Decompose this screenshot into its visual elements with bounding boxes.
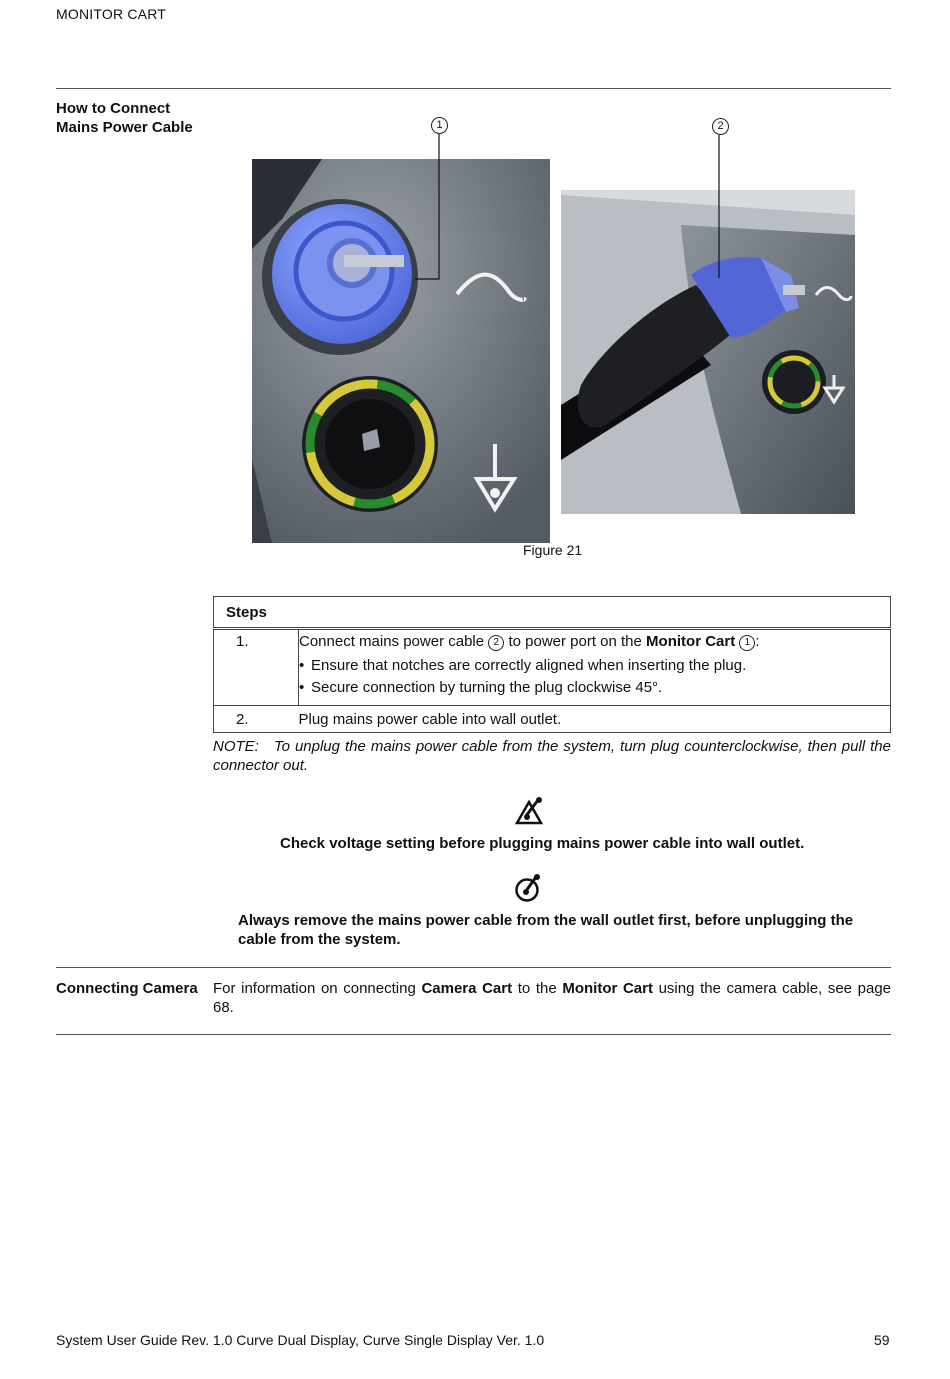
bullet-item	[299, 677, 890, 699]
camera-text-b: to the	[517, 980, 557, 997]
note-label: NOTE:	[213, 738, 259, 755]
bullet-icon: •	[299, 657, 305, 674]
camera-text-a: For information on connecting	[213, 980, 416, 997]
section-divider	[56, 967, 891, 968]
step1-text	[299, 629, 891, 652]
step1-callout-1: 1	[739, 635, 755, 651]
figure-caption: Figure 21	[523, 542, 583, 558]
camera-paragraph	[213, 979, 891, 1017]
step1-bullets	[299, 651, 891, 706]
bullet-item	[299, 655, 890, 677]
camera-text-c: using the camera cable, see page 68.	[213, 980, 892, 1016]
callout-leader-lines	[0, 0, 950, 560]
step2-number: 2.	[236, 710, 249, 728]
section-title-line2: Mains Power Cable	[56, 119, 193, 136]
page-number: 59	[874, 1332, 890, 1348]
footer-doc-title: System User Guide Rev. 1.0 Curve Dual Display, Curve Single Display Ver. 1.0	[56, 1332, 545, 1348]
bullet-icon: •	[299, 679, 305, 696]
notice-hand-icon	[514, 873, 544, 903]
warning-voltage-text: Check voltage setting before plugging mains power cable into wall outlet.	[280, 835, 805, 852]
step1-text-b: to power port on the	[508, 633, 642, 650]
section-title-line1: How to Connect	[56, 100, 171, 117]
bullet-text-1: Ensure that notches are correctly aligned when inserting the plug.	[311, 657, 747, 674]
bullet-text-2: Secure connection by turning the plug clockwise 45°.	[311, 679, 663, 696]
step1-text-a: Connect mains power cable	[299, 633, 485, 650]
step2-text: Plug mains power cable into wall outlet.	[298, 710, 562, 728]
step1-callout-2: 2	[488, 635, 504, 651]
camera-bold-camera-cart: Camera Cart	[421, 980, 513, 997]
running-header: MONITOR CART	[56, 6, 166, 22]
callout-2: 2	[712, 118, 729, 135]
bottom-divider	[56, 1034, 891, 1035]
callout-1: 1	[431, 117, 448, 134]
step1-number: 1.	[214, 629, 299, 652]
steps-table	[213, 596, 891, 733]
warning-unplug-text: Always remove the mains power cable from the wall outlet first, before unplugging the cable from the system.	[238, 912, 854, 948]
step1-bold-monitor-cart: Monitor Cart	[646, 633, 736, 650]
steps-heading: Steps	[214, 597, 891, 629]
note-paragraph	[213, 737, 891, 775]
caution-hand-icon	[514, 796, 546, 826]
note-text: To unplug the mains power cable from the system, turn plug counterclockwise, then pull the connector out.	[213, 738, 891, 774]
section-title-connecting-camera: Connecting Camera	[56, 980, 198, 997]
camera-bold-monitor-cart: Monitor Cart	[562, 980, 653, 997]
step1-text-end: :	[755, 633, 760, 650]
